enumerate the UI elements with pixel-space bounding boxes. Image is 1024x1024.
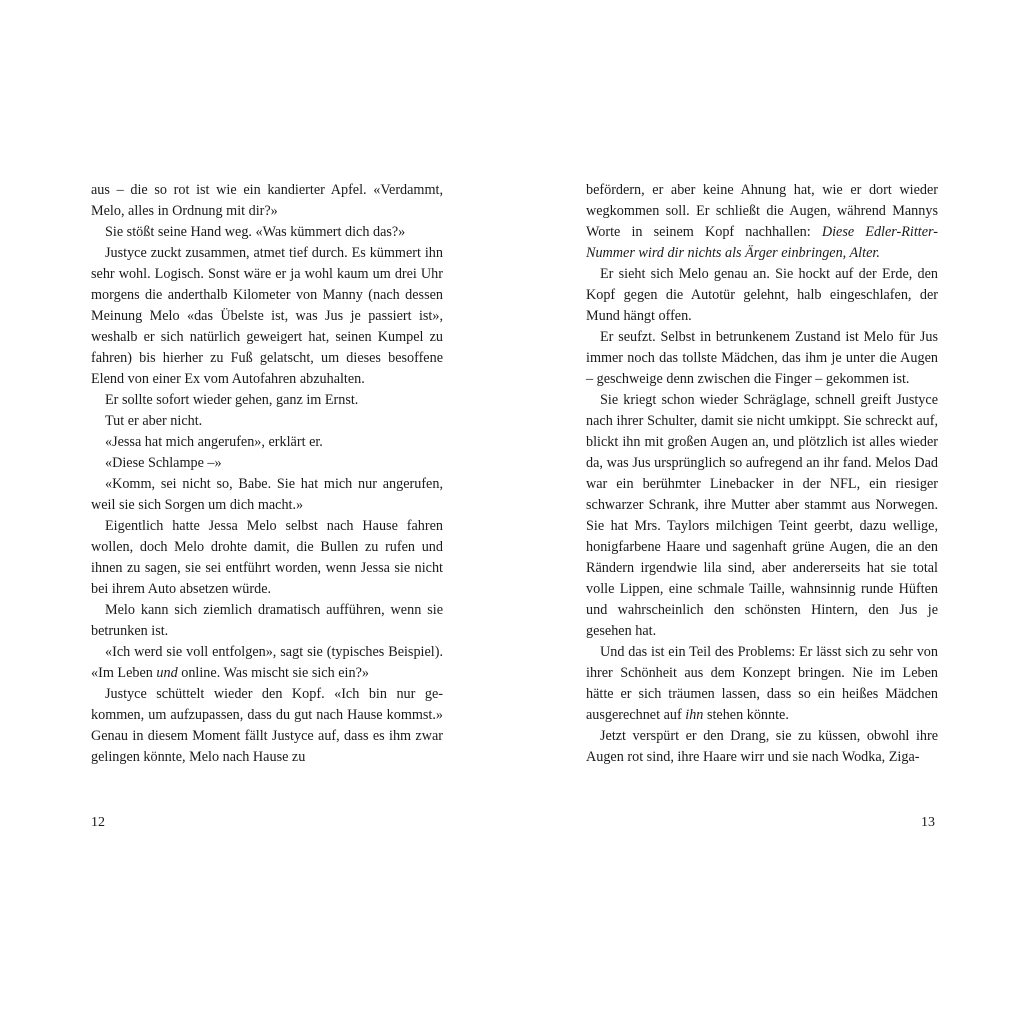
paragraph: Justyce schüttelt wieder den Kopf. «Ich bin nur gekommen, um aufzupassen, dass du gut nach Hause kommst.» Genau in diesem Moment fällt Justyce auf, dass es ihm zwar gelingen könnte, Melo nach Hause zu xyxy=(91,686,443,765)
paragraph: Er sieht sich Melo genau an. Sie hockt auf der Erde, den Kopf gegen die Autotür gelehnt, halb eingeschlafen, der Mund hängt offen. xyxy=(586,266,938,324)
paragraph: aus – die so rot ist wie ein kandierter Apfel. «Verdammt, Melo, alles in Ordnung mit dir?» xyxy=(91,182,443,219)
paragraph: Sie kriegt schon wieder Schräglage, schnell greift Justyce nach ihrer Schulter, damit sie nicht umkippt. Sie schreckt auf, blickt ihn mit großen Augen an, und plötzlich ist alles wieder da, was Jus ursprünglich so aufregend an ihr fand. Melos Dad war ein berühmter Linebacker in der NFL, ein riesiger schwarzer Schrank, ihre Mutter aber stammt aus Norwegen. Sie hat Mrs. Taylors milchigen Teint geerbt, dazu wellige, honigfarbene Haare und sagenhaft grüne Augen, die an den Rändern irgendwie lila sind, aber andererseits hat sie total volle Lippen, eine schmale Taille, wahnsinnig runde Hüften und wahrscheinlich den schönsten Hintern, den Jus je gesehen hat. xyxy=(586,392,938,639)
italic-text: ihn xyxy=(685,707,704,723)
paragraph: Eigentlich hatte Jessa Melo selbst nach Hause fahren wollen, doch Melo drohte damit, die Bullen zu rufen und ihnen zu sagen, sie sei entführt worden, wenn Jessa sie nicht bei ihrem Auto absetzen würde. xyxy=(91,518,443,597)
page-number-right: 13 xyxy=(921,815,935,830)
right-page xyxy=(586,180,938,768)
paragraph: «Ich werd sie voll entfolgen», sagt sie (typisches Beispiel). «Im Leben und online. Was mischt sie sich ein?» xyxy=(91,644,443,681)
paragraph: Jetzt verspürt er den Drang, sie zu küssen, obwohl ihre Augen rot sind, ihre Haare wirr und sie nach Wodka, Ziga- xyxy=(586,728,938,765)
italic-text: und xyxy=(156,665,178,681)
paragraph: Er seufzt. Selbst in betrunkenem Zustand ist Melo für Jus immer noch das tollste Mädchen, das ihm je unter die Augen – geschweige denn zwischen die Finger – gekommen ist. xyxy=(586,329,938,387)
italic-text: Diese Edler-Ritter-Nummer wird dir nichts als Ärger einbringen, Alter. xyxy=(586,224,938,261)
paragraph: «Diese Schlampe –» xyxy=(105,455,222,471)
paragraph: Justyce zuckt zusammen, atmet tief durch. Es kümmert ihn sehr wohl. Logisch. Sonst wäre er ja wohl kaum um drei Uhr morgens die anderthalb Kilometer von Manny (nach dessen Meinung Melo «das Übelste ist, was Jus je passiert ist», weshalb er sich natürlich geweigert hat, seinen Kumpel zu fahren) bis hierher zu Fuß gelatscht, um dieses besoffene Elend von einer Ex vom Autofahren abzuhalten. xyxy=(91,245,443,387)
paragraph: Sie stößt seine Hand weg. «Was kümmert dich das?» xyxy=(105,224,406,240)
page-number-left: 12 xyxy=(91,815,105,830)
paragraph: Melo kann sich ziemlich dramatisch aufführen, wenn sie betrunken ist. xyxy=(91,602,443,639)
paragraph: «Komm, sei nicht so, Babe. Sie hat mich nur angerufen, weil sie sich Sorgen um dich macht.» xyxy=(91,476,443,513)
paragraph: Tut er aber nicht. xyxy=(105,413,203,429)
paragraph: Und das ist ein Teil des Problems: Er lässt sich zu sehr von ihrer Schönheit aus dem Konzept bringen. Nie im Leben hätte er sich träumen lassen, dass so ein heißes Mädchen ausgerechnet auf ihn stehen könnte. xyxy=(586,644,938,723)
paragraph: befördern, er aber keine Ahnung hat, wie er dort wieder wegkommen soll. Er schließt die Augen, während Mannys Worte in seinem Kopf nachhallen: Diese Edler-Ritter-Nummer wird dir nichts als Ärger einbringen, Alter. xyxy=(586,182,938,261)
paragraph: Er sollte sofort wieder gehen, ganz im Ernst. xyxy=(105,392,359,408)
left-page xyxy=(91,180,443,768)
paragraph: «Jessa hat mich angerufen», erklärt er. xyxy=(105,434,323,450)
